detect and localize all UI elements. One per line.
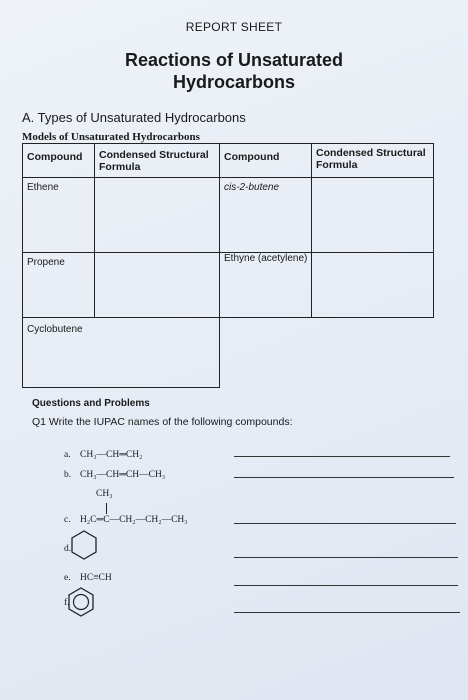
answer-line-b[interactable]: [234, 477, 454, 478]
item-e-label: e.: [64, 573, 71, 583]
item-e-formula: HC≡CH: [80, 573, 112, 583]
benzene-ring-icon: [66, 587, 96, 617]
table-cell-cyclobutene: Cyclobutene: [27, 324, 83, 335]
table-row-divider-2: [22, 317, 434, 318]
item-b-label: b.: [64, 470, 72, 480]
table-cell-cis-2-butene: cis-2-butene: [224, 182, 280, 193]
item-a-label: a.: [64, 450, 71, 460]
cyclohexane-ring-icon: [68, 529, 100, 561]
table-col-divider-1: [94, 143, 95, 317]
table-col-divider-2: [219, 143, 220, 387]
item-a-formula: CH₃—CH═CH₂: [80, 450, 143, 460]
table-header-formula-left: Condensed Structural Formula: [99, 149, 209, 173]
table-cell-propene: Propene: [27, 257, 65, 268]
answer-line-a[interactable]: [234, 456, 450, 457]
table-border-left: [22, 143, 23, 387]
answer-line-f[interactable]: [234, 612, 460, 613]
table-border-bottom: [22, 387, 220, 388]
item-b-formula: CH₃—CH═CH—CH₃: [80, 470, 166, 480]
item-c-bond: [106, 503, 107, 514]
item-c-substituent: CH₃: [96, 489, 113, 499]
table-header-compound-left: Compound: [27, 151, 83, 163]
table-header-divider: [22, 177, 434, 178]
answer-line-e[interactable]: [234, 585, 458, 586]
table-col-divider-3: [311, 143, 312, 317]
item-c-formula: H₂C═C—CH₂—CH₂—CH₃: [80, 515, 188, 525]
table-border-top: [22, 143, 434, 144]
questions-heading: Questions and Problems: [32, 398, 150, 409]
table-cell-ethene: Ethene: [27, 182, 59, 193]
table-border-right: [433, 143, 434, 317]
table-header-formula-right: Condensed Structural Formula: [316, 147, 426, 171]
item-f-label: f.: [64, 598, 70, 608]
item-d-label: d.: [64, 544, 72, 554]
answer-line-d[interactable]: [234, 557, 458, 558]
question-1-prompt: Q1 Write the IUPAC names of the following compounds:: [32, 416, 293, 428]
page-title-line2: Hydrocarbons: [172, 72, 296, 92]
report-sheet-label: REPORT SHEET: [185, 20, 283, 34]
section-a-title: A. Types of Unsaturated Hydrocarbons: [22, 110, 246, 125]
page-title-line1: Reactions of Unsaturated: [124, 50, 344, 70]
answer-line-c[interactable]: [234, 523, 456, 524]
table-cell-ethyne: Ethyne (acetylene): [224, 253, 308, 264]
section-a-subtitle: Models of Unsaturated Hydrocarbons: [22, 131, 200, 143]
item-c-label: c.: [64, 515, 71, 525]
table-header-compound-right: Compound: [224, 151, 280, 163]
